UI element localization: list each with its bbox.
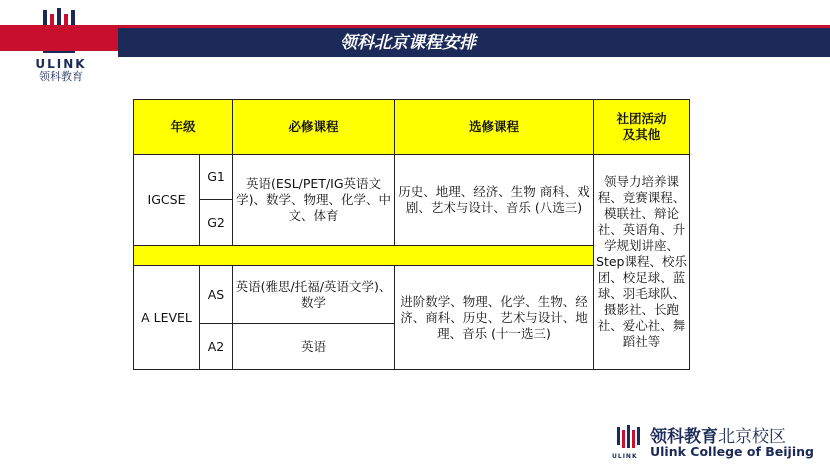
grade-a2: A2 — [200, 324, 233, 370]
header-clubs: 社团活动 及其他 — [594, 100, 690, 155]
header-grade: 年级 — [134, 100, 233, 155]
igcse-elective: 历史、地理、经济、生物 商科、戏剧、艺术与设计、音乐 (八选三) — [395, 155, 594, 246]
table-header-row — [134, 100, 690, 155]
alevel-elective: 进阶数学、物理、化学、生物、经济、商科、历史、艺术与设计、地理、音乐 (十一选三) — [395, 266, 594, 370]
footer-mini-brand: ULINK — [612, 453, 638, 460]
igcse-required: 英语(ESL/PET/IG英语文学)、数学、物理、化学、中文、体育 — [233, 155, 395, 246]
grade-g1: G1 — [200, 155, 233, 200]
header-elective: 选修课程 — [395, 100, 594, 155]
grade-as: AS — [200, 266, 233, 324]
table-row — [134, 155, 690, 200]
clubs-activities: 领导力培养课程、竞赛课程、模联社、辩论社、英语角、升学规划讲座、Step课程、校乐团、校足球、蓝球、羽毛球队、摄影社、长跑社、爱心社、舞蹈社等 — [594, 155, 690, 370]
page-title: 领科北京课程安排 — [340, 33, 476, 53]
program-alevel: A LEVEL — [134, 266, 200, 370]
alevel-as-required: 英语(雅思/托福/英语文学)、数学 — [233, 266, 395, 324]
header-required: 必修课程 — [233, 100, 395, 155]
course-schedule-table — [133, 99, 690, 370]
program-igcse: IGCSE — [134, 155, 200, 246]
logo-chinese-name: 领科教育 — [39, 70, 83, 83]
separator-cell — [134, 246, 594, 266]
footer-brand-cn: 领科教育 — [650, 427, 718, 447]
alevel-a2-required: 英语 — [233, 324, 395, 370]
footer-english-name: Ulink College of Beijing — [650, 444, 814, 459]
footer-campus-cn: 北京校区 — [718, 427, 786, 447]
footer-logo-mark-icon — [616, 424, 644, 450]
logo-brand-text: ULINK — [35, 57, 87, 71]
grade-g2: G2 — [200, 200, 233, 246]
footer-logo — [612, 420, 822, 464]
